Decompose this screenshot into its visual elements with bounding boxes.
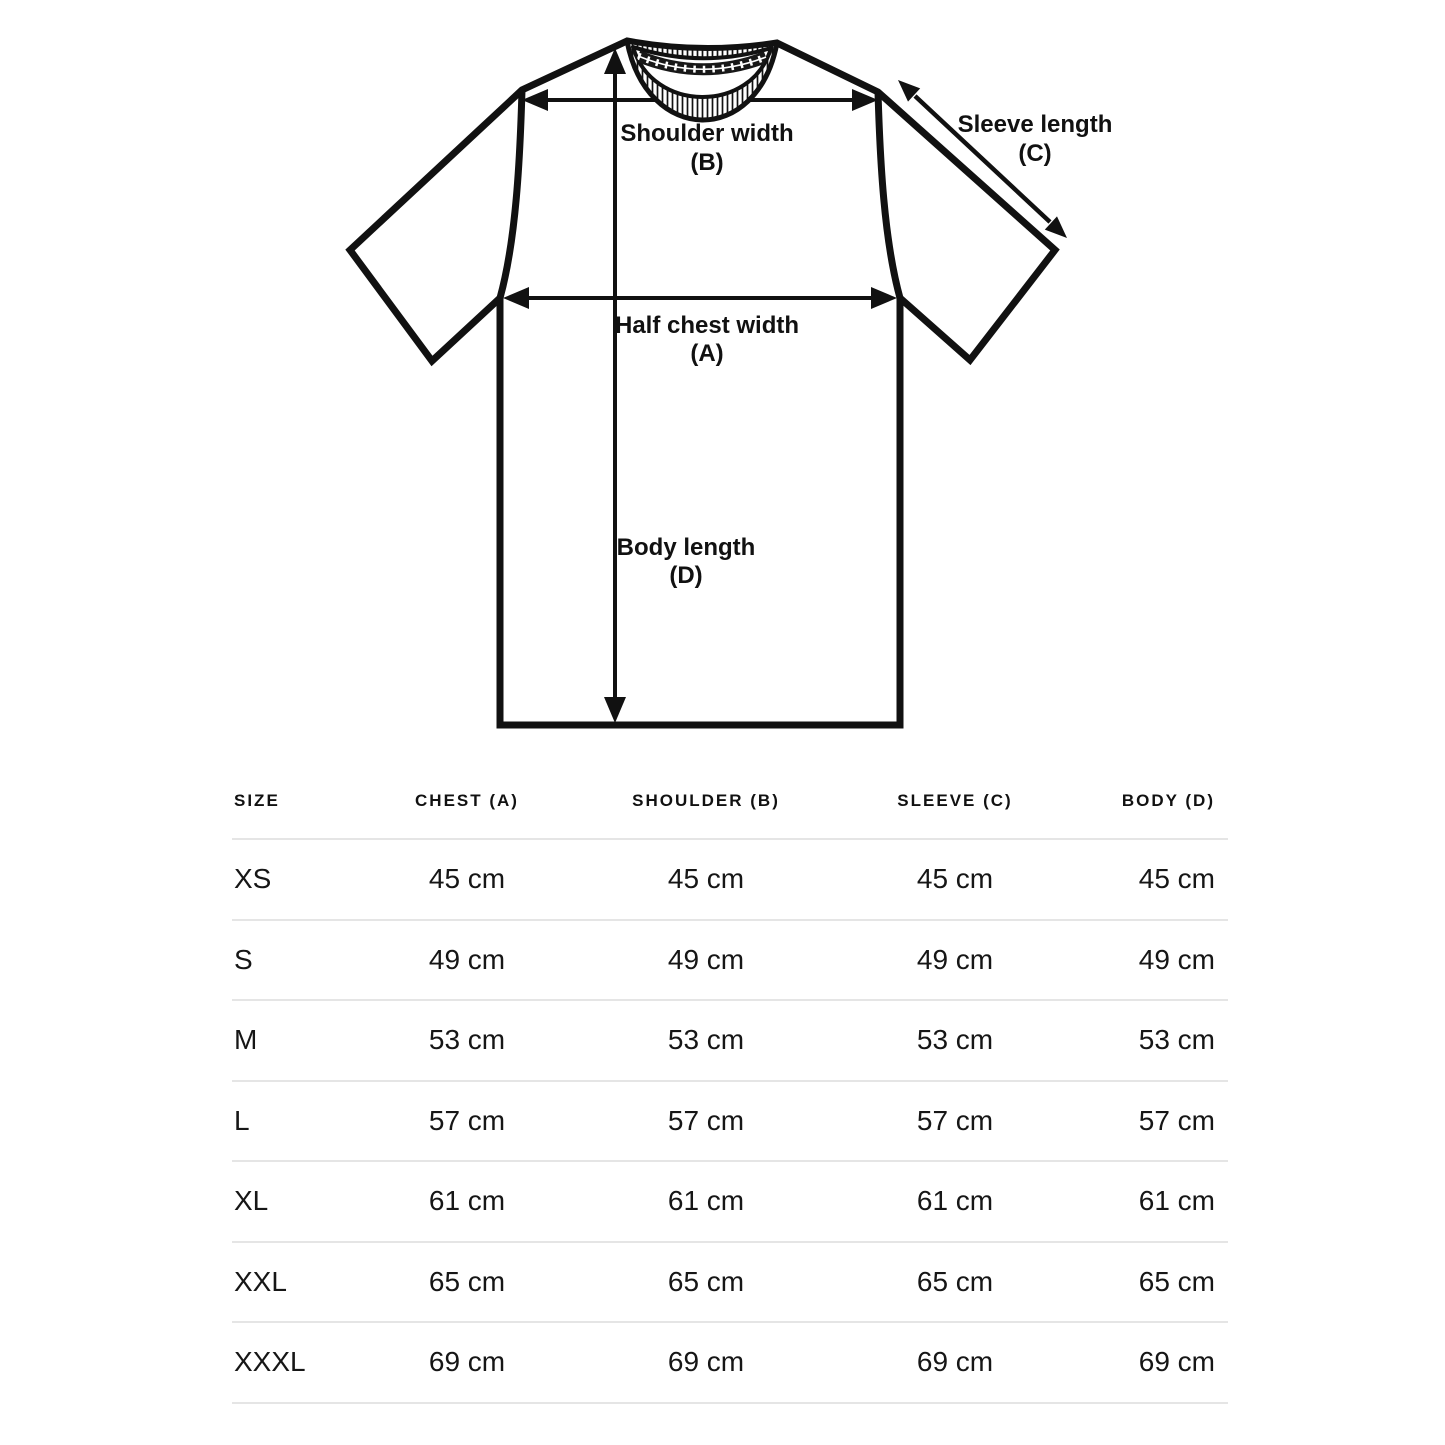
shoulder-cell: 69 cm: [667, 1346, 745, 1378]
chest-cell: 49 cm: [428, 943, 506, 975]
sleeve-cell: 65 cm: [916, 1265, 994, 1297]
sleeve-cell: 45 cm: [916, 863, 994, 895]
body-length-label: Body length: [616, 534, 756, 561]
body-cell: 53 cm: [1138, 1024, 1215, 1056]
size-table: [232, 785, 1228, 1404]
body-length-code: (D): [669, 562, 703, 589]
table-row: [232, 1001, 1228, 1082]
sleeve-cell: 53 cm: [916, 1024, 994, 1056]
chest-cell: 65 cm: [428, 1265, 506, 1297]
sleeve-cell: 61 cm: [916, 1185, 994, 1217]
body-cell: 57 cm: [1138, 1104, 1215, 1136]
shoulder-width-label: Shoulder width: [620, 120, 794, 147]
shoulder-width-code: (B): [690, 149, 724, 176]
shoulder-cell: 65 cm: [667, 1265, 745, 1297]
chest-cell: 53 cm: [428, 1024, 506, 1056]
chest-cell: 57 cm: [428, 1104, 506, 1136]
header-body: BODY (D): [1121, 791, 1215, 810]
sleeve-length-label: Sleeve length: [957, 111, 1113, 138]
body-cell: 69 cm: [1138, 1346, 1215, 1378]
shoulder-cell: 57 cm: [667, 1104, 745, 1136]
body-cell: 65 cm: [1138, 1265, 1215, 1297]
chest-cell: 61 cm: [428, 1185, 506, 1217]
size-cell: XXL: [234, 1265, 287, 1297]
size-cell: XXXL: [234, 1346, 306, 1378]
shoulder-cell: 45 cm: [667, 863, 745, 895]
sleeve-cell: 49 cm: [916, 943, 994, 975]
size-cell: S: [234, 943, 253, 975]
size-cell: L: [234, 1104, 250, 1136]
table-row: [232, 1082, 1228, 1163]
size-cell: XL: [234, 1185, 269, 1217]
shoulder-cell: 49 cm: [667, 943, 745, 975]
chest-cell: 69 cm: [428, 1346, 506, 1378]
sleeve-cell: 69 cm: [916, 1346, 994, 1378]
chest-cell: 45 cm: [428, 863, 506, 895]
body-cell: 45 cm: [1138, 863, 1215, 895]
table-row: [232, 1323, 1228, 1404]
shoulder-cell: 61 cm: [667, 1185, 745, 1217]
table-row: [232, 840, 1228, 921]
shoulder-cell: 53 cm: [667, 1024, 745, 1056]
header-shoulder: SHOULDER (B): [632, 791, 780, 810]
size-cell: XS: [234, 863, 272, 895]
half-chest-label: Half chest width: [614, 312, 800, 339]
header-chest: CHEST (A): [415, 791, 519, 810]
size-table-header-row: [232, 785, 1228, 840]
size-cell: M: [234, 1024, 258, 1056]
sleeve-cell: 57 cm: [916, 1104, 994, 1136]
body-cell: 49 cm: [1138, 943, 1215, 975]
header-size: SIZE: [234, 791, 280, 810]
table-row: [232, 1243, 1228, 1324]
body-cell: 61 cm: [1138, 1185, 1215, 1217]
header-sleeve: SLEEVE (C): [897, 791, 1013, 810]
sleeve-length-code: (C): [1018, 140, 1052, 167]
table-row: [232, 921, 1228, 1002]
table-row: [232, 1162, 1228, 1243]
half-chest-code: (A): [690, 340, 724, 367]
